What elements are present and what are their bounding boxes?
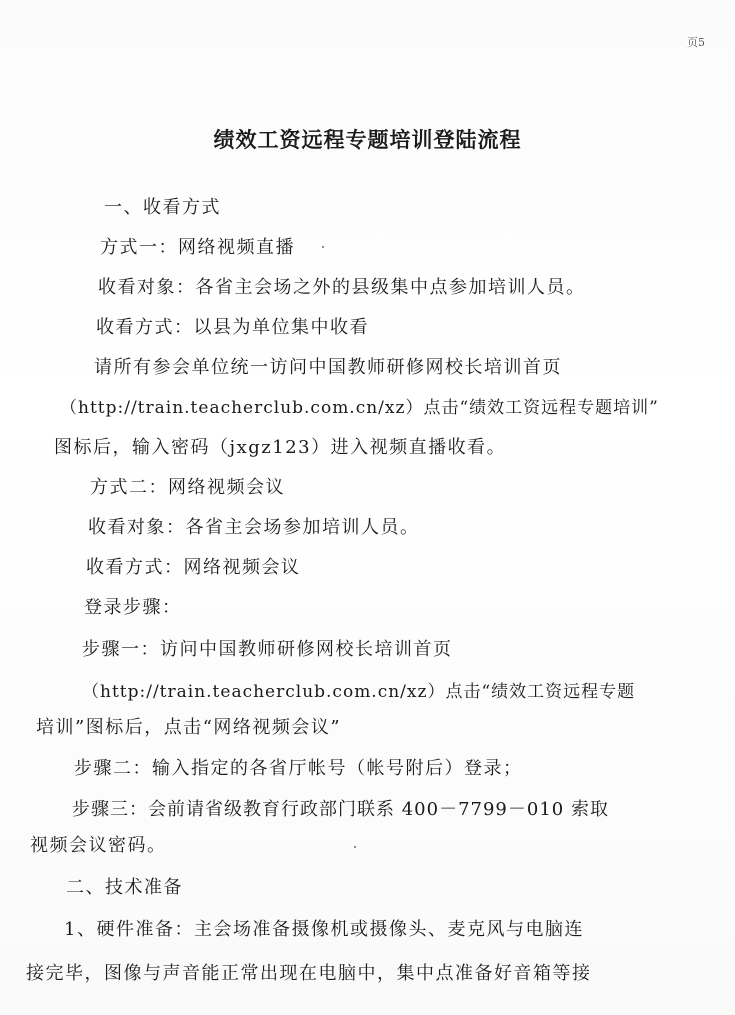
step-one-url-line: （http://train.teacherclub.com.cn/xz）点击“绩效工资远程专题 (82, 682, 636, 702)
scan-speck (354, 846, 356, 848)
section-heading-viewing-methods: 一、收看方式 (104, 197, 221, 218)
method-one-mode: 收看方式：以县为单位集中收看 (96, 317, 369, 338)
step-one-continuation: 培训”图标后，点击“网络视频会议” (36, 717, 342, 738)
hardware-preparation: 1、硬件准备：主会场准备摄像机或摄像头、麦克风与电脑连 (64, 919, 584, 940)
login-steps-heading: 登录步骤： (84, 597, 182, 618)
method-one-audience: 收看对象：各省主会场之外的县级集中点参加培训人员。 (98, 277, 586, 298)
page-number: 页5 (687, 36, 705, 49)
method-one-instruction: 请所有参会单位统一访问中国教师研修网校长培训首页 (94, 357, 562, 378)
method-one-password-line: 图标后，输入密码（jxgz123）进入视频直播收看。 (54, 437, 507, 458)
step-two: 步骤二：输入指定的各省厅帐号（帐号附后）登录； (74, 758, 523, 779)
method-two-audience: 收看对象：各省主会场参加培训人员。 (88, 517, 420, 538)
method-two-mode: 收看方式：网络视频会议 (86, 557, 301, 578)
scan-speck (322, 246, 324, 248)
hardware-preparation-continuation: 接完毕，图像与声音能正常出现在电脑中，集中点准备好音箱等接 (26, 963, 592, 984)
method-one-url-line: （http://train.teacherclub.com.cn/xz）点击“绩效工资远程专题培训” (60, 398, 659, 418)
document-title: 绩效工资远程专题培训登陆流程 (213, 127, 522, 152)
method-two-heading: 方式二：网络视频会议 (90, 477, 285, 498)
step-one: 步骤一：访问中国教师研修网校长培训首页 (82, 639, 453, 660)
step-three-continuation: 视频会议密码。 (30, 835, 167, 856)
method-one-heading: 方式一：网络视频直播 (100, 237, 295, 258)
section-heading-technical-preparation: 二、技术准备 (66, 877, 183, 898)
step-three: 步骤三：会前请省级教育行政部门联系 400－7799－010 索取 (72, 799, 609, 820)
